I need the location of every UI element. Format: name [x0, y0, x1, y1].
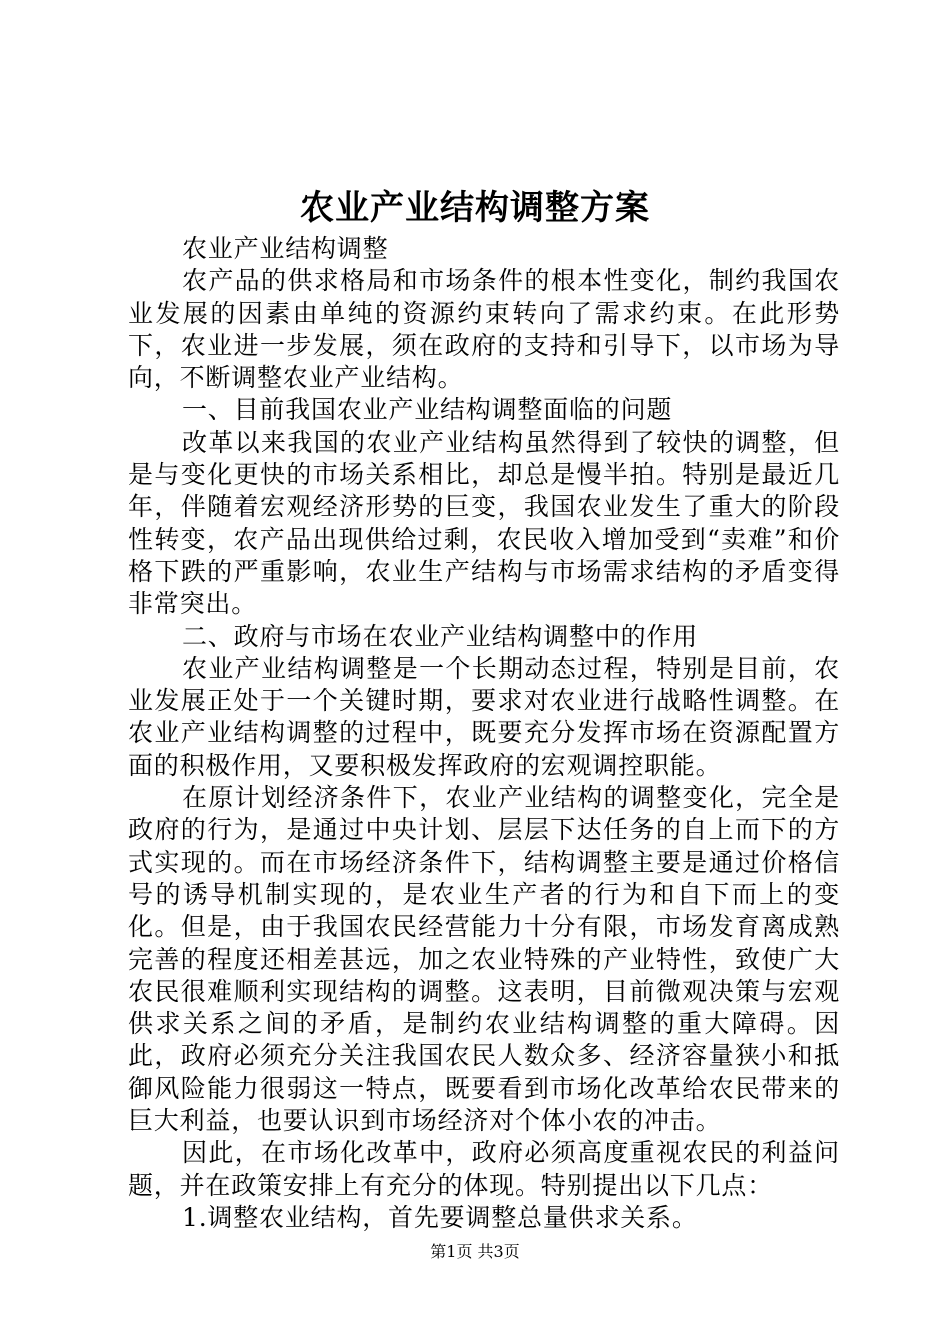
- document-body: [128, 233, 840, 1234]
- section-heading-2: 二、政府与市场在农业产业结构调整中的作用: [182, 621, 699, 651]
- section-heading-1: 一、目前我国农业产业结构调整面临的问题: [182, 395, 673, 425]
- body-paragraph: 农业产业结构调整是一个长期动态过程，特别是目前，农业发展正处于一个关键时期，要求对农业进行战略性调整。在农业产业结构调整的过程中，既要充分发挥市场在资源配置方面的积极作用，又要积极发挥政府的宏观调控职能。: [128, 653, 840, 780]
- subtitle-paragraph: 农业产业结构调整: [182, 234, 389, 263]
- list-item-1: 1.调整农业结构，首先要调整总量供求关系。: [182, 1202, 698, 1232]
- page-footer: 第1页 共3页: [430, 1242, 520, 1261]
- body-paragraph: 在原计划经济条件下，农业产业结构的调整变化，完全是政府的行为，是通过中央计划、层层下达任务的自上而下的方式实现的。而在市场经济条件下，结构调整主要是通过价格信号的诱导机制实现的，是农业生产者的行为和自下而上的变化。但是，由于我国农民经营能力十分有限，市场发育离成熟完善的程度还相差甚远，加之农业特殊的产业特性，致使广大农民很难顺利实现结构的调整。这表明，目前微观决策与宏观供求关系之间的矛盾，是制约农业结构调整的重大障碍。因此，政府必须充分关注我国农民人数众多、经济容量狭小和抵御风险能力很弱这一特点，既要看到市场化改革给农民带来的巨大利益，也要认识到市场经济对个体小农的冲击。: [128, 783, 840, 1136]
- intro-paragraph: 农产品的供求格局和市场条件的根本性变化，制约我国农业发展的因素由单纯的资源约束转向了需求约束。在此形势下，农业进一步发展，须在政府的支持和引导下，以市场为导向，不断调整农业产业结构。: [128, 266, 840, 393]
- body-paragraph: 因此，在市场化改革中，政府必须高度重视农民的利益问题，并在政策安排上有充分的体现。特别提出以下几点：: [128, 1138, 840, 1200]
- document-title: 农业产业结构调整方案: [300, 188, 650, 228]
- body-paragraph: 改革以来我国的农业产业结构虽然得到了较快的调整，但是与变化更快的市场关系相比，却总是慢半拍。特别是最近几年，伴随着宏观经济形势的巨变，我国农业发生了重大的阶段性转变，农产品出现供给过剩，农民收入增加受到“卖难”和价格下跌的严重影响，农业生产结构与市场需求结构的矛盾变得非常突出。: [128, 427, 840, 619]
